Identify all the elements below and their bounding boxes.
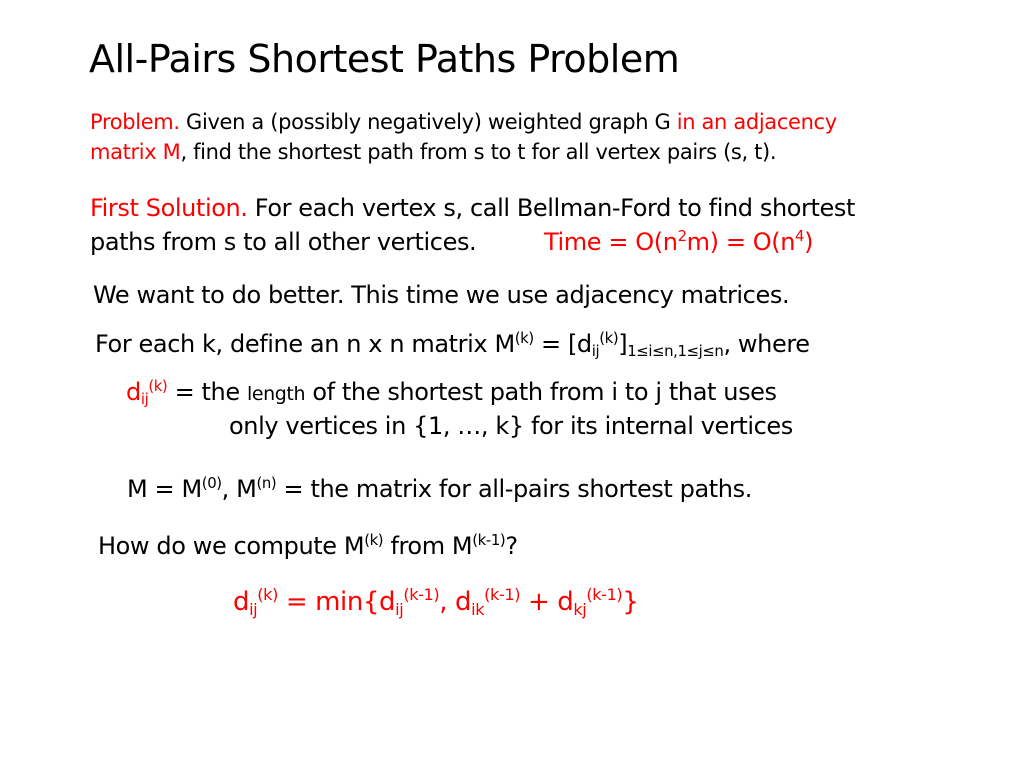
dij-definition-line-1 [126,376,777,409]
define-a: For each k, define an n x n matrix M [95,330,515,358]
m-def-c: = the matrix for all-pairs shortest paths. [276,475,752,503]
dij-b: of the shortest path from i to j that uses [305,378,777,406]
time-sup-1: 2 [677,226,687,245]
dij-a: = the [167,378,247,406]
dij-length-word: length [246,383,306,405]
m-def-a: M = M [127,475,202,503]
better-line: We want to do better. This time we use adjacency matrices. [93,281,790,309]
time-c: ) [804,228,814,256]
first-solution-line-1 [90,196,855,220]
dij-symbol [126,376,168,409]
question-b: from M [383,532,473,560]
formula-sup3: (k-1) [484,585,521,605]
question-line [98,530,518,560]
question-sup1: (k) [364,530,384,549]
first-solution-text-b: paths from s to all other vertices. [90,228,477,256]
dij-definition-line-2: only vertices in {1, …, k} for its internal vertices [229,412,793,440]
define-sub-range: 1≤i≤n,1≤j≤n [627,342,724,361]
m-def-supn: (n) [256,473,277,492]
define-sup-k2: (k) [599,328,619,347]
define-sub-ij: ij [591,342,600,361]
formula-comma: , d [439,587,472,617]
first-solution-text-a: For each vertex s, call Bellman-Ford to find shortest [247,194,855,222]
first-solution-label: First Solution. [90,194,248,222]
question-a: How do we compute M [98,532,365,560]
formula-sub1: ij [249,599,258,619]
m-def-sup0: (0) [201,473,222,492]
problem-label: Problem. [90,110,180,134]
slide-title: All-Pairs Shortest Paths Problem [89,37,680,81]
dij-sup: (k) [148,376,168,395]
question-c: ? [505,532,518,560]
problem-highlight-a: in an adjacency [676,110,837,134]
dij-d: d [126,378,141,406]
question-sup2: (k-1) [472,530,506,549]
define-sup-k: (k) [514,328,534,347]
formula-sub3: ik [471,599,485,619]
formula-close: } [622,587,639,617]
problem-text-b: , find the shortest path from s to t for all vertex pairs (s, t). [180,140,777,164]
time-b: m) = O(n [686,228,796,256]
m-def-b: , M [221,475,257,503]
problem-line-1 [90,112,837,133]
problem-highlight-b: matrix M [90,140,181,164]
dij-sub: ij [140,390,149,409]
define-c: ] [618,330,628,358]
formula-sub2: ij [395,599,404,619]
define-b: = [d [533,330,592,358]
formula-eq: = min{d [277,587,396,617]
formula-sup2: (k-1) [403,585,440,605]
formula-plus: + d [520,587,574,617]
problem-line-2 [90,142,776,163]
time-a: Time = O(n [544,228,678,256]
formula-sub4: kj [573,599,587,619]
define-d: , where [723,330,810,358]
define-line [95,328,810,361]
time-sup-2: 4 [795,226,805,245]
formula-d1: d [233,587,250,617]
formula-sup1: (k) [257,585,278,605]
first-solution-line-2 [90,230,476,254]
m-definition-line [127,473,752,503]
time-complexity [544,226,814,256]
formula-sup4: (k-1) [586,585,623,605]
problem-text-a: Given a (possibly negatively) weighted graph G [179,110,677,134]
recurrence-formula [233,585,639,619]
